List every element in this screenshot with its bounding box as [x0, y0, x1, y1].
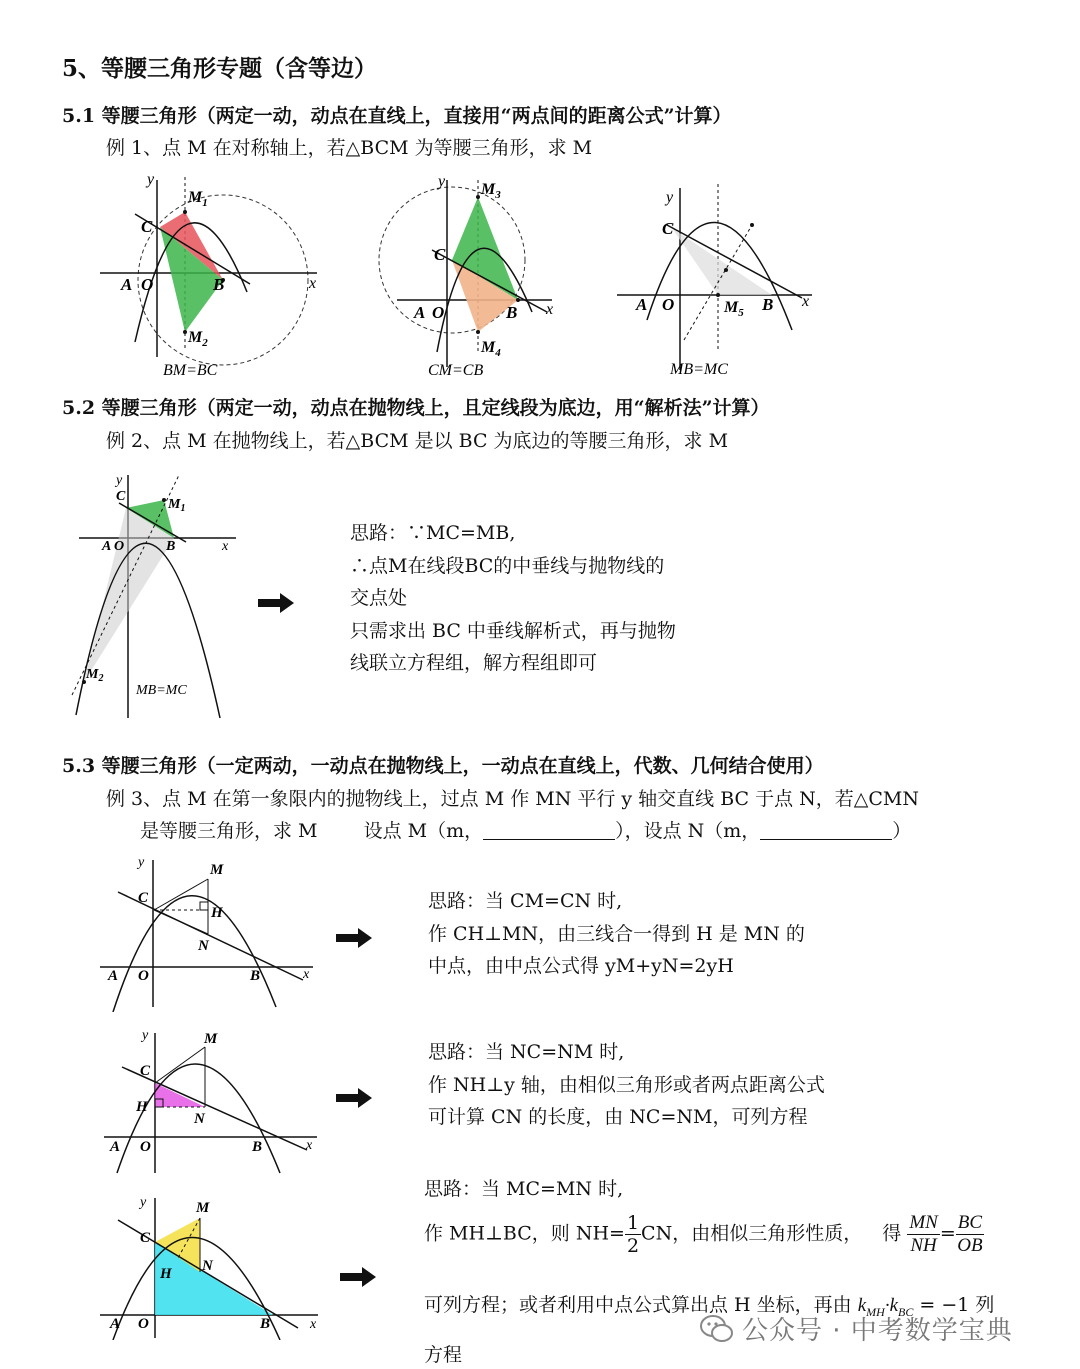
point-n-label: N	[194, 1111, 205, 1127]
answer-blank-n[interactable]	[760, 821, 892, 840]
figure-caption: CM=CB	[428, 362, 484, 379]
origin-label: O	[140, 1139, 151, 1155]
point-a-label: A	[636, 295, 648, 314]
y-axis-label: y	[666, 189, 674, 206]
point-b-label: B	[260, 1316, 271, 1332]
point-m-label: M	[188, 189, 203, 206]
point-c-label: C	[141, 217, 153, 236]
case-3-get-text: 得	[882, 1222, 902, 1245]
point-a-label: A	[108, 968, 119, 984]
svg-text:M3	[480, 181, 501, 201]
subscript-label: 1	[202, 197, 208, 209]
point-m-label: M	[204, 1031, 218, 1047]
point-m-label: M	[168, 497, 181, 512]
arrow-right-icon	[336, 1088, 372, 1108]
point-n-label: N	[198, 938, 209, 954]
note-line: 作 CH⊥MN，由三线合一得到 H 是 MN 的	[428, 922, 805, 945]
point-b-label: B	[166, 539, 176, 554]
svg-text:M2	[187, 329, 208, 349]
example-1-text: 例 1、点 M 在对称轴上，若△BCM 为等腰三角形，求 M	[106, 137, 593, 159]
note-line: 可计算 CN 的长度，由 NC=NM，可列方程	[428, 1106, 808, 1128]
answer-blank-m[interactable]	[483, 821, 615, 840]
point-h-label: H	[136, 1099, 148, 1115]
slope-subscript: BC	[898, 1304, 914, 1319]
x-axis-label: x	[310, 1317, 317, 1332]
figure-case-cm-cn	[98, 852, 323, 1012]
fraction-numerator: MN	[909, 1212, 938, 1233]
note-line: 思路：∵MC=MB,	[350, 522, 516, 544]
figure-caption: BM=BC	[163, 362, 218, 379]
note-line: 只需求出 BC 中垂线解析式，再与抛物	[350, 619, 676, 642]
note-line: 作 NH⊥y 轴，由相似三角形或者两点距离公式	[428, 1073, 825, 1096]
fraction-numerator: 1	[626, 1212, 640, 1234]
origin-label: O	[138, 1316, 149, 1332]
point-c-label: C	[662, 219, 674, 238]
point-m-label: M	[210, 862, 224, 878]
fraction-numerator: BC	[957, 1212, 983, 1233]
figure-cm-cb	[372, 172, 572, 382]
x-axis-label: x	[546, 301, 554, 318]
set-point-m-text: 设点 M（m，	[363, 820, 484, 842]
set-point-n-text: ），设点 N（m，	[615, 820, 761, 842]
fraction-denominator: OB	[957, 1235, 983, 1256]
case-3-line-4: 方程	[424, 1344, 463, 1366]
fraction-bc-ob	[956, 1212, 984, 1257]
note-line: 思路：当 NC=NM 时,	[428, 1041, 625, 1063]
section-5-3-heading: 5.3 等腰三角形（一定两动，一动点在抛物线上，一动点在直线上，代数、几何结合使用）	[62, 755, 824, 777]
case-3-line-2	[424, 1212, 984, 1257]
slope-equation-tail: = −1 列	[913, 1294, 995, 1316]
case-2-notes	[428, 1036, 825, 1134]
svg-text:M2	[85, 667, 103, 684]
subscript-label: 2	[202, 337, 208, 349]
watermark-text: 公众号 · 中考数学宝典	[742, 1316, 1013, 1346]
point-c-label: C	[140, 1230, 151, 1246]
figure-mb-mc-1	[612, 180, 822, 382]
point-a-label: A	[102, 539, 112, 554]
point-n-label: N	[202, 1258, 213, 1274]
y-axis-label: y	[147, 172, 155, 188]
example-3-question: 是等腰三角形，求 M	[140, 820, 318, 842]
figure-caption: MB=MC	[670, 361, 728, 378]
y-axis-label: y	[438, 173, 446, 190]
point-c-label: C	[138, 890, 149, 906]
arrow-right-icon	[340, 1267, 376, 1287]
y-axis-label: y	[138, 855, 145, 870]
example-2-text: 例 2、点 M 在抛物线上，若△BCM 是以 BC 为底边的等腰三角形，求 M	[106, 430, 729, 452]
note-line: 思路：当 CM=CN 时,	[428, 890, 623, 912]
section-5-1-heading: 5.1 等腰三角形（两定一动，动点在直线上，直接用“两点间的距离公式”计算）	[62, 105, 732, 127]
point-m-label: M	[724, 299, 739, 316]
note-line: ∴点M在线段BC的中垂线与抛物线的	[350, 554, 665, 577]
x-axis-label: x	[306, 1138, 313, 1153]
fraction-denominator: NH	[910, 1235, 937, 1256]
figure-bm-bc	[95, 172, 325, 382]
case-3-text-a: 作 MH⊥BC，则 NH=	[424, 1222, 625, 1245]
point-h-label: H	[160, 1266, 172, 1282]
subscript-label: 5	[738, 307, 744, 319]
equals-sign: =	[939, 1222, 956, 1245]
x-axis-label: x	[222, 539, 229, 554]
x-axis-label: x	[802, 293, 810, 310]
slope-k: ·k	[884, 1295, 898, 1316]
svg-text:M5	[723, 299, 744, 319]
subscript-label: 4	[495, 347, 501, 359]
case-3-text-c: 可列方程；或者利用中点公式算出点 H 坐标，再由	[424, 1294, 852, 1316]
watermark	[700, 1310, 1013, 1347]
point-a-label: A	[414, 303, 426, 322]
fraction-half	[625, 1212, 641, 1257]
subscript-label: 1	[180, 503, 186, 514]
case-3-text-b: CN，由相似三角形性质，	[641, 1222, 863, 1245]
x-axis-label: x	[303, 967, 310, 982]
point-h-label: H	[211, 905, 223, 921]
y-axis-label: y	[116, 473, 123, 488]
point-c-label: C	[140, 1063, 151, 1079]
example-2-notes	[350, 517, 676, 680]
point-a-label: A	[121, 275, 133, 294]
y-axis-label: y	[140, 1195, 147, 1210]
origin-label: O	[662, 295, 675, 314]
point-b-label: B	[762, 295, 774, 314]
point-b-label: B	[252, 1139, 263, 1155]
note-line: 线联立方程组，解方程组即可	[350, 652, 598, 674]
origin-label: O	[114, 539, 125, 554]
point-b-label: B	[213, 275, 225, 294]
page-title: 5、等腰三角形专题（含等边）	[62, 55, 378, 82]
subscript-label: 2	[98, 673, 104, 684]
point-a-label: A	[110, 1139, 121, 1155]
point-c-label: C	[434, 245, 446, 264]
figure-case-nc-nm	[102, 1025, 327, 1175]
svg-text:M1	[167, 497, 185, 514]
point-m-label: M	[481, 181, 496, 198]
point-a-label: A	[110, 1316, 121, 1332]
point-m-label: M	[196, 1200, 210, 1216]
point-m-label: M	[481, 339, 496, 356]
point-b-label: B	[506, 303, 518, 322]
subscript-label: 3	[495, 189, 501, 201]
case-3-line-1: 思路：当 MC=MN 时,	[424, 1178, 624, 1200]
point-c-label: C	[116, 489, 126, 504]
figure-caption: MB=MC	[136, 683, 187, 698]
arrow-right-icon	[336, 928, 372, 948]
point-m-label: M	[188, 329, 203, 346]
case-1-notes	[428, 885, 805, 983]
section-5-2-heading: 5.2 等腰三角形（两定一动，动点在抛物线上，且定线段为底边，用“解析法”计算）	[62, 397, 770, 419]
note-line: 交点处	[350, 587, 408, 609]
wechat-icon	[700, 1314, 734, 1344]
point-b-label: B	[250, 968, 261, 984]
fraction-mn-nh	[907, 1212, 940, 1257]
figure-mb-mc-2	[64, 470, 244, 722]
point-m-label: M	[86, 667, 99, 682]
note-line: 中点，由中点公式得 yM+yN=2yH	[428, 955, 734, 977]
arrow-right-icon	[258, 593, 294, 613]
origin-label: O	[141, 275, 154, 294]
svg-text:M1	[187, 189, 208, 209]
example-3-line-1: 例 3、点 M 在第一象限内的抛物线上，过点 M 作 MN 平行 y 轴交直线 BC 于点 N，若△CMN	[106, 788, 919, 810]
origin-label: O	[138, 968, 149, 984]
svg-text:M4	[480, 339, 501, 359]
close-paren: ）	[892, 820, 912, 842]
slope-subscript: MH	[866, 1304, 885, 1319]
slope-k: k	[857, 1295, 867, 1316]
origin-label: O	[432, 303, 445, 322]
figure-case-mc-mn	[98, 1190, 328, 1340]
fraction-denominator: 2	[626, 1235, 640, 1257]
example-3-line-2	[140, 816, 911, 843]
y-axis-label: y	[142, 1028, 149, 1043]
x-axis-label: x	[309, 275, 317, 292]
